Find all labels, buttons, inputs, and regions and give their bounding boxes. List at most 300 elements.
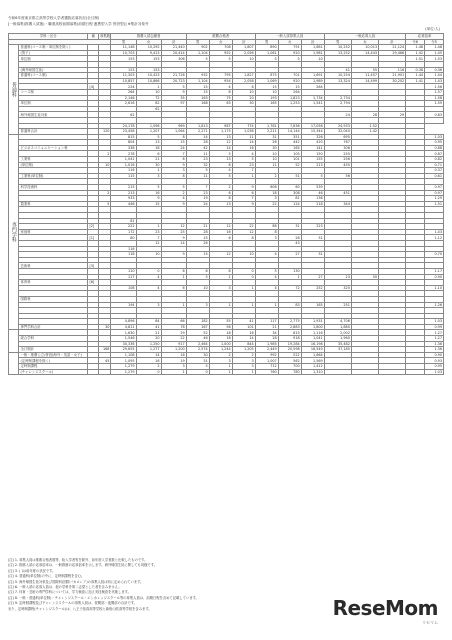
logo-wordmark: ReseMom xyxy=(332,596,438,620)
value-cell: 4 xyxy=(161,196,186,202)
value-cell: 1,175 xyxy=(209,129,232,135)
value-cell: 9 xyxy=(161,235,186,241)
subcolumn-header: 女 xyxy=(351,39,378,45)
value-cell: 15 xyxy=(278,84,301,90)
value-cell: 21,124 xyxy=(379,45,406,51)
value-cell: 13 xyxy=(209,157,232,163)
value-cell: 28 xyxy=(255,336,278,342)
value-cell: 791 xyxy=(278,45,301,51)
value-cell: 1,960 xyxy=(324,336,351,342)
value-cell: 4 xyxy=(255,274,278,280)
value-cell: 0.70 xyxy=(425,252,444,258)
value-cell: 31 xyxy=(186,358,209,364)
value-cell: 712 xyxy=(255,364,278,370)
value-cell: 11 xyxy=(186,151,209,157)
value-cell: 0.95 xyxy=(425,364,444,370)
value-cell: 1.56 xyxy=(425,84,444,90)
value-cell: 34 xyxy=(255,330,278,336)
value-cell: 264 xyxy=(278,89,301,95)
value-cell: 108 xyxy=(111,285,136,291)
value-cell: 2,775 xyxy=(278,319,301,325)
value-cell: 72 xyxy=(278,285,301,291)
value-cell: 22 xyxy=(255,201,278,207)
column-header: 推薦合格者 xyxy=(186,34,255,40)
value-cell: 20 xyxy=(232,95,255,101)
row-label: (定時制課程を除く) xyxy=(19,358,88,364)
value-cell: 5 xyxy=(161,84,186,90)
value-cell: 11,457 xyxy=(351,73,378,79)
value-cell: 1,412 xyxy=(301,364,324,370)
value-cell: 23 xyxy=(186,190,209,196)
value-cell: 0 xyxy=(136,369,161,375)
row-label: (チャレンジスクール) xyxy=(19,369,88,375)
value-cell: 1,761 xyxy=(255,123,278,129)
value-cell: 1.45 xyxy=(425,50,444,56)
value-cell: 1,880 xyxy=(324,324,351,330)
value-cell: 1,253 xyxy=(278,101,301,107)
value-cell: 1,041 xyxy=(301,336,324,342)
value-cell: 117 xyxy=(255,319,278,325)
value-cell: 218 xyxy=(301,201,324,207)
value-cell: 2,271 xyxy=(186,129,209,135)
value-cell: 252 xyxy=(301,285,324,291)
footnote-line: (注) 2. 推薦入試の応募倍率は、一般推薦の応募倍率を示します。海外帰国生徒に関しても同様です。 xyxy=(8,563,158,568)
value-cell: 1 xyxy=(232,285,255,291)
value-cell: 15 xyxy=(255,84,278,90)
value-cell: 7 xyxy=(136,235,161,241)
value-cell: 0.93 xyxy=(425,358,444,364)
value-cell: 1.42 xyxy=(351,129,378,135)
value-cell: 306 xyxy=(161,56,186,62)
value-cell: 2,146 xyxy=(111,95,136,101)
value-cell: 14,443 xyxy=(351,50,378,56)
value-cell: 774 xyxy=(232,123,255,129)
value-cell: 1,250 xyxy=(136,341,161,347)
value-cell: 101 xyxy=(232,324,255,330)
value-cell: 224 xyxy=(111,84,136,90)
row-label: 国際科 xyxy=(19,296,88,302)
value-cell: 31 xyxy=(301,252,324,258)
value-cell: 11 xyxy=(255,162,278,168)
value-cell: 117 xyxy=(111,274,136,280)
value-cell: 62 xyxy=(111,112,136,118)
value-cell: 14 xyxy=(161,240,186,246)
value-cell: 7 xyxy=(232,168,255,174)
value-cell: 3 xyxy=(255,235,278,241)
value-cell: 16 xyxy=(232,330,255,336)
column-header: 応募倍率 xyxy=(406,34,444,40)
value-cell: 6 xyxy=(161,157,186,163)
value-cell: 1 xyxy=(161,369,186,375)
row-label: 海外帰国生徒対象 xyxy=(19,112,88,118)
value-cell: 0.88 xyxy=(425,145,444,151)
value-cell: 1.26 xyxy=(425,302,444,308)
value-cell: 21 xyxy=(255,324,278,330)
value-cell: 29,655 xyxy=(111,347,136,353)
value-cell: 701 xyxy=(278,73,301,79)
value-cell: 11 xyxy=(232,134,255,140)
value-cell: 153 xyxy=(111,67,136,73)
subcolumn-header: 男 xyxy=(186,39,209,45)
value-cell: 1.03 xyxy=(425,319,444,325)
value-cell: 1,016 xyxy=(111,162,136,168)
row-label: 工業科 xyxy=(19,157,88,163)
value-cell: 1,061 xyxy=(255,50,278,56)
value-cell: 16 xyxy=(136,358,161,364)
value-cell: 194 xyxy=(111,302,136,308)
row-label: 普通科(コース制・単位制を除く) xyxy=(19,45,88,51)
value-cell: 24,178 xyxy=(111,123,136,129)
value-cell: 455 xyxy=(324,162,351,168)
row-label: 定時制課程 xyxy=(19,364,88,370)
value-cell: 19,284 xyxy=(278,341,301,347)
value-cell: 1,541 xyxy=(301,101,324,107)
value-cell: 12 xyxy=(232,229,255,235)
value-cell: 168 xyxy=(186,101,209,107)
value-cell: 902 xyxy=(186,45,209,51)
value-cell: 1,095 xyxy=(111,358,136,364)
value-cell: 0.90 xyxy=(425,274,444,280)
footnote-line: (注) 5. 海外帰国生徒対象及び国際科(国際バカロレア)の募集人員は別に定められています。 xyxy=(8,579,144,584)
value-cell: 124 xyxy=(278,201,301,207)
value-cell: 1.53 xyxy=(425,56,444,62)
value-cell xyxy=(425,117,444,123)
value-cell: 10,866 xyxy=(136,78,161,84)
column-header: 一般応募人員 xyxy=(324,34,406,40)
value-cell: 4 xyxy=(209,168,232,174)
value-cell: 932 xyxy=(186,73,209,79)
value-cell: 695 xyxy=(324,134,351,140)
value-cell: 15 xyxy=(186,235,209,241)
value-cell: 153 xyxy=(111,56,136,62)
value-cell: 82 xyxy=(136,101,161,107)
value-cell: 10,292 xyxy=(136,45,161,51)
value-cell: 15 xyxy=(186,89,209,95)
value-cell: 5 xyxy=(209,56,232,62)
value-cell: 30 xyxy=(186,352,209,358)
value-cell: 28 xyxy=(186,229,209,235)
row-label: 家庭科 xyxy=(19,229,88,235)
column-header: 推薦入試志願者 xyxy=(111,34,186,40)
value-cell: 8 xyxy=(209,162,232,168)
value-cell: 2 xyxy=(255,173,278,179)
value-cell: 1 xyxy=(232,302,255,308)
value-cell: 1 xyxy=(161,302,186,308)
value-cell: 30 xyxy=(136,162,161,168)
value-cell: 6 xyxy=(161,268,186,274)
value-cell: 182 xyxy=(186,319,209,325)
value-cell: 10 xyxy=(255,157,278,163)
value-cell: 6 xyxy=(186,268,209,274)
value-cell: 7 xyxy=(232,196,255,202)
value-cell: 23 xyxy=(324,274,351,280)
value-cell: 20,598 xyxy=(278,347,301,353)
value-cell: 1.58 xyxy=(425,95,444,101)
row-label: (海外帰国生徒) xyxy=(19,67,88,73)
value-cell: 0 xyxy=(232,268,255,274)
value-cell: 4 xyxy=(255,252,278,258)
value-cell: 1.59 xyxy=(425,101,444,107)
value-cell: 37,185 xyxy=(324,347,351,353)
value-cell: 1,800 xyxy=(301,324,324,330)
value-cell: 954 xyxy=(209,78,232,84)
value-cell: 16 xyxy=(161,352,186,358)
column-header: 募集数 xyxy=(99,34,111,39)
value-cell: 1.41 xyxy=(406,78,425,84)
value-cell: 918 xyxy=(278,336,301,342)
value-cell: 116 xyxy=(111,168,136,174)
value-cell: 987 xyxy=(209,123,232,129)
value-cell: 608 xyxy=(255,185,278,191)
subcolumn-header: 令6 xyxy=(406,39,425,45)
row-label: 普通科合計 xyxy=(19,129,88,135)
value-cell: 165 xyxy=(278,145,301,151)
value-cell: 1.17 xyxy=(425,268,444,274)
value-cell: 539 xyxy=(301,185,324,191)
value-cell: 31 xyxy=(255,134,278,140)
row-label: 単位制 xyxy=(19,56,88,62)
value-cell: 5 xyxy=(209,173,232,179)
value-cell: 18 xyxy=(209,330,232,336)
value-cell: 52 xyxy=(186,330,209,336)
value-cell: 1 xyxy=(209,369,232,375)
value-cell: 29 xyxy=(379,112,406,118)
value-cell: 1,691 xyxy=(301,73,324,79)
value-cell: 4 xyxy=(255,285,278,291)
value-cell: 21 xyxy=(136,157,161,163)
value-cell: 1,734 xyxy=(301,95,324,101)
value-cell: 1,205 xyxy=(232,347,255,353)
value-cell: 27 xyxy=(301,274,324,280)
value-cell: 4 xyxy=(209,84,232,90)
value-cell: 42 xyxy=(186,145,209,151)
value-cell: 14 xyxy=(209,145,232,151)
value-cell: 1,827 xyxy=(232,73,255,79)
value-cell: 23 xyxy=(136,229,161,235)
row-label: 単位制 xyxy=(19,101,88,107)
footnote-line: (注) 7. 体育・芸術の専門学科については、学力検査に加え実技検査を実施します。 xyxy=(8,590,131,595)
value-cell: 10 xyxy=(232,89,255,95)
value-cell: 130 xyxy=(278,268,301,274)
value-cell: 1,000 xyxy=(209,341,232,347)
value-cell: 933 xyxy=(111,196,136,202)
value-cell: 1,681 xyxy=(301,45,324,51)
value-cell: 97 xyxy=(161,101,186,107)
value-cell: 12 xyxy=(136,240,161,246)
value-cell: 1.43 xyxy=(425,78,444,84)
value-cell: 1,931 xyxy=(301,319,324,325)
value-cell: 24 xyxy=(161,145,186,151)
value-cell: 2 xyxy=(161,190,186,196)
value-cell: 264 xyxy=(301,84,324,90)
value-cell: 1,007 xyxy=(255,358,278,364)
value-cell: 2,211 xyxy=(255,129,278,135)
value-cell: 5 xyxy=(255,268,278,274)
value-cell: 875 xyxy=(255,73,278,79)
value-cell: 0 xyxy=(136,268,161,274)
value-cell: 1,279 xyxy=(111,364,136,370)
quota-cell xyxy=(98,369,111,375)
value-cell: 1,981 xyxy=(301,50,324,56)
subcolumn-header: 男 xyxy=(255,39,278,45)
value-cell: 223 xyxy=(301,224,324,230)
subcolumn-header: 令5 xyxy=(425,39,444,45)
row-label: コース制 xyxy=(19,89,88,95)
row-label: 芸術科 xyxy=(19,263,88,269)
value-cell: 167 xyxy=(186,324,209,330)
row-label: 普通科(コース制) xyxy=(19,73,88,79)
row-label: 全日制計 xyxy=(19,347,88,353)
value-cell: 1,064 xyxy=(161,129,186,135)
value-cell: 5 xyxy=(255,56,278,62)
value-cell: 222 xyxy=(111,224,136,230)
value-cell: 0.83 xyxy=(425,112,444,118)
value-cell: 50 xyxy=(351,274,378,280)
value-cell: 55 xyxy=(351,67,378,73)
value-cell: 78 xyxy=(161,324,186,330)
value-cell: 1,244 xyxy=(209,347,232,353)
value-cell: 13 xyxy=(136,140,161,146)
value-cell: 1.44 xyxy=(406,73,425,79)
quota-cell: 168 xyxy=(98,347,111,353)
value-cell: 2,883 xyxy=(278,324,301,330)
value-cell: 0.87 xyxy=(425,151,444,157)
quota-cell: 120 xyxy=(98,129,111,135)
value-cell: 952 xyxy=(209,50,232,56)
value-cell: 31 xyxy=(301,235,324,241)
subcolumn-header: 計 xyxy=(161,39,186,45)
value-cell: 8 xyxy=(209,89,232,95)
value-cell: 9,413 xyxy=(136,50,161,56)
value-cell: 1 xyxy=(209,302,232,308)
value-cell: 19 xyxy=(161,358,186,364)
value-cell: 215 xyxy=(111,185,136,191)
value-cell: 116 xyxy=(111,246,136,252)
value-cell: 9 xyxy=(161,89,186,95)
value-cell: 62 xyxy=(136,106,161,112)
subcolumn-header: 計 xyxy=(232,39,255,45)
value-cell: 14 xyxy=(136,352,161,358)
value-cell: 32 xyxy=(186,162,209,168)
column-header: 一般入試募集人員 xyxy=(255,34,324,40)
value-cell: 35,482 xyxy=(324,341,351,347)
value-cell: 25 xyxy=(161,229,186,235)
value-cell: 56 xyxy=(209,324,232,330)
value-cell: 26 xyxy=(255,140,278,146)
value-cell: 2 xyxy=(209,185,232,191)
value-cell: 10 xyxy=(136,252,161,258)
value-cell: 21,901 xyxy=(379,73,406,79)
value-cell: 213 xyxy=(301,162,324,168)
value-cell: 21 xyxy=(186,224,209,230)
value-cell: 780 xyxy=(278,369,301,375)
value-cell: 1,041 xyxy=(111,157,136,163)
value-cell: 2,056 xyxy=(232,50,255,56)
value-cell: 5 xyxy=(278,56,301,62)
subcolumn-header: 女 xyxy=(209,39,232,45)
value-cell: 255 xyxy=(324,151,351,157)
value-cell: 1,207 xyxy=(136,129,161,135)
value-cell: 5 xyxy=(209,151,232,157)
value-cell: 55 xyxy=(209,319,232,325)
document-subtitle: [一般募集(推薦入試後)・職業高校前期募集(前期日程 連携型入学 併設型)] ※集計対象外 xyxy=(8,22,149,26)
value-cell: 1.03 xyxy=(425,369,444,375)
value-cell: 193 xyxy=(255,95,278,101)
value-cell: 7 xyxy=(186,185,209,191)
value-cell: 3 xyxy=(161,168,186,174)
value-cell: 2,734 xyxy=(324,95,351,101)
value-cell: 5 xyxy=(186,274,209,280)
value-cell: 1,823 xyxy=(278,95,301,101)
value-cell: 1.43 xyxy=(425,229,444,235)
value-cell: 306 xyxy=(324,145,351,151)
value-cell: 4,706 xyxy=(324,319,351,325)
value-cell: 0 xyxy=(186,369,209,375)
value-cell: 6 xyxy=(161,285,186,291)
value-cell: 6 xyxy=(209,235,232,241)
enrollment-table xyxy=(8,33,444,375)
value-cell: 815 xyxy=(111,134,136,140)
value-cell: 264 xyxy=(111,89,136,95)
value-cell: 256 xyxy=(324,157,351,163)
value-cell xyxy=(406,369,425,375)
value-cell: 2,002 xyxy=(324,330,351,336)
value-cell: 3 xyxy=(136,302,161,308)
value-cell: 2,464 xyxy=(186,341,209,347)
value-cell: 24 xyxy=(324,112,351,118)
value-cell: 16 xyxy=(209,229,232,235)
footnote-line: (注) 4. 普通科(単位制)の中に、定時制課程を含む。 xyxy=(8,574,85,579)
value-cell: 7,836 xyxy=(278,123,301,129)
value-cell: 165 xyxy=(255,101,278,107)
value-cell: 23 xyxy=(186,157,209,163)
value-cell: 420 xyxy=(301,140,324,146)
value-cell: 10 xyxy=(255,151,278,157)
value-cell: 30 xyxy=(255,145,278,151)
value-cell: 12 xyxy=(209,140,232,146)
value-cell: 28 xyxy=(351,112,378,118)
value-cell: 1 xyxy=(232,369,255,375)
value-cell: 21 xyxy=(136,330,161,336)
row-label: 科学技術科 xyxy=(19,185,88,191)
value-cell: 6 xyxy=(232,190,255,196)
value-cell: 992 xyxy=(255,352,278,358)
row-label: 体育科 xyxy=(19,280,88,286)
value-cell: 1,985 xyxy=(255,341,278,347)
value-cell: 88 xyxy=(255,224,278,230)
value-cell: 9 xyxy=(136,196,161,202)
footnote-line: (注) 1. 募集人員は推薦合格者数等、転入学者等を除外、前年度入学者数と比較したものです。 xyxy=(8,558,148,562)
value-cell: 60 xyxy=(278,185,301,191)
value-cell: 80 xyxy=(111,235,136,241)
value-cell: 700 xyxy=(278,364,301,370)
value-cell: 1.48 xyxy=(406,45,425,51)
row-label: (男子) xyxy=(19,50,88,56)
subcolumn-header: 計 xyxy=(379,39,406,45)
value-cell: 9 xyxy=(232,201,255,207)
value-cell xyxy=(379,369,406,375)
value-cell: 11,303 xyxy=(111,73,136,79)
value-cell: 804 xyxy=(111,140,136,146)
value-cell: 14,144 xyxy=(278,129,301,135)
column-header: 学科・区分 xyxy=(9,34,88,40)
value-cell: 10 xyxy=(136,89,161,95)
value-cell: 760 xyxy=(255,369,278,375)
quota-cell: 30 xyxy=(98,324,111,330)
document-title: 令和6年度東京都立高等学校入学者選抜応募状況(全日制) xyxy=(8,16,100,20)
quota-cell: 2 xyxy=(98,151,111,157)
footnote-line: (注) 9. 定時制課程及びチャレンジスクールの募集人員は、昼間部・夜間部の合計です。 xyxy=(8,601,138,606)
